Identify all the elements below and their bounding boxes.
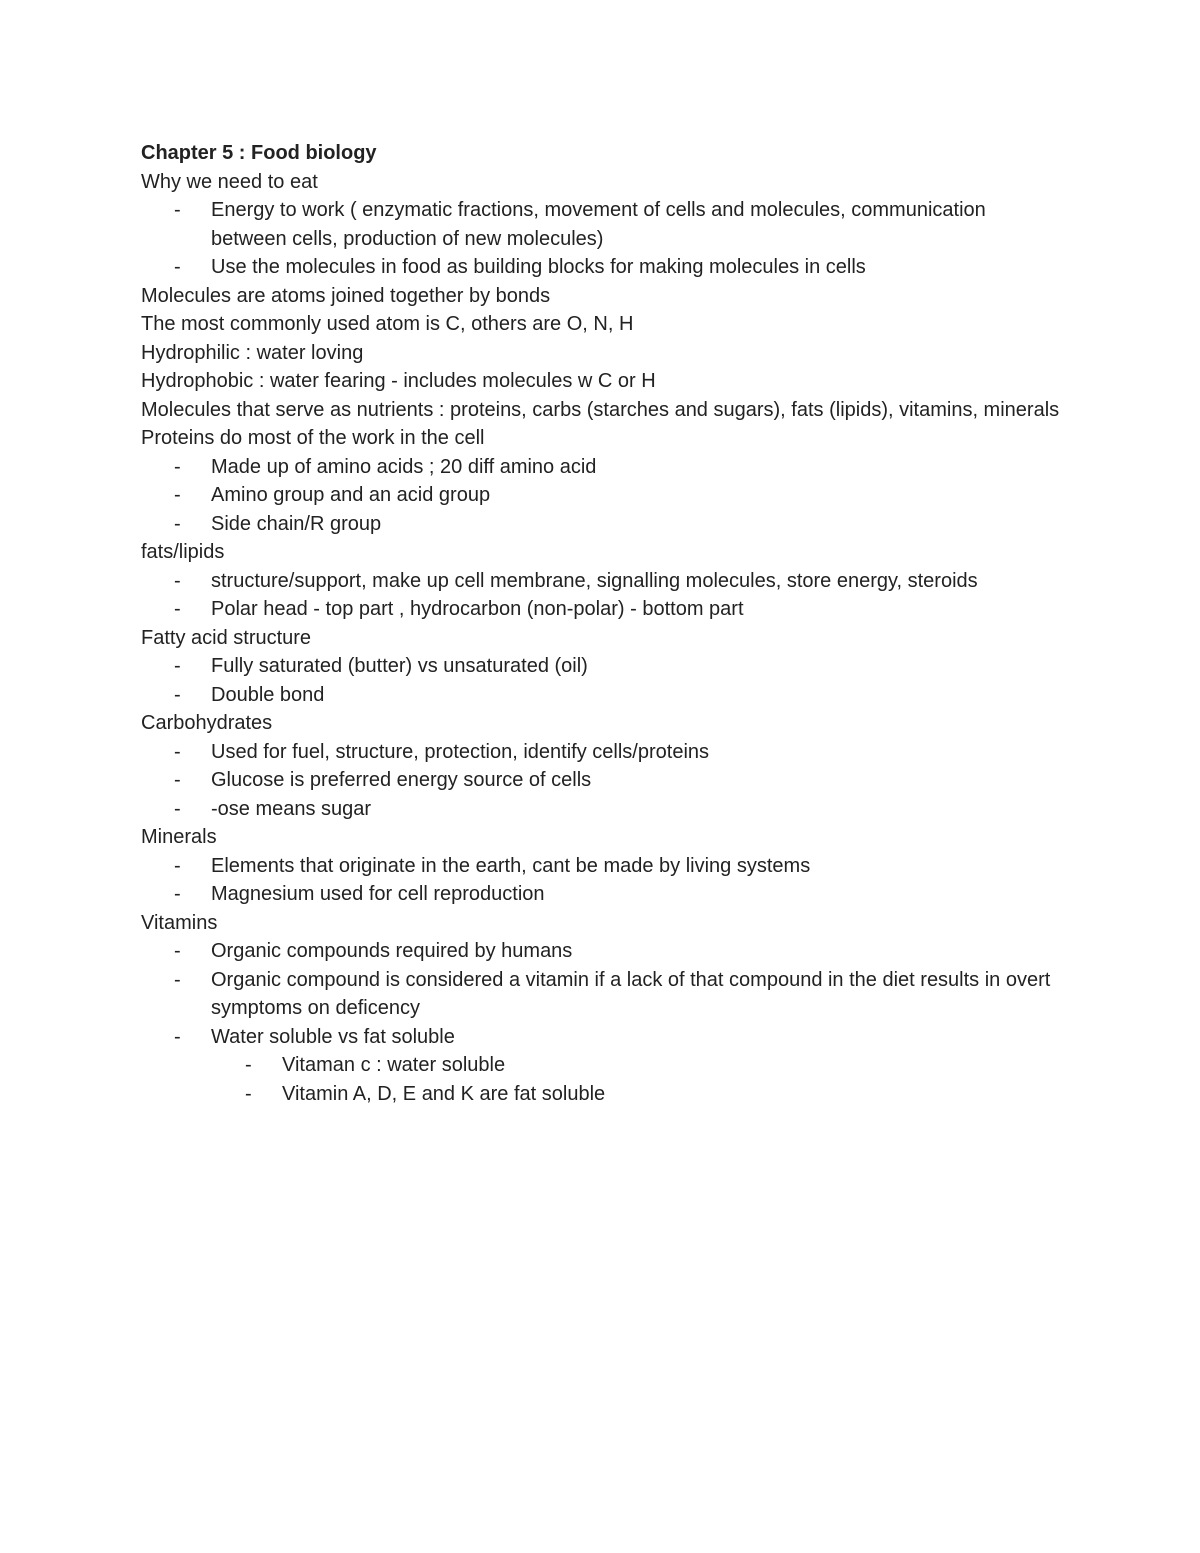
page-title: Chapter 5 : Food biology — [141, 142, 377, 164]
bullet-dash: - — [174, 455, 181, 478]
bullet-dash: - — [174, 883, 181, 905]
bullet-dash: - — [174, 199, 181, 221]
heading-fats: fats/lipids — [141, 541, 225, 563]
list-item: - Made up of amino acids ; 20 diff amino acid — [141, 453, 1061, 482]
bullet-dash: - — [174, 1025, 181, 1048]
bullet-dash: - — [245, 1082, 252, 1105]
bullet-dash: - — [174, 797, 181, 820]
bullet-dash: - — [174, 769, 181, 791]
list-item: - -ose means sugar — [141, 795, 1061, 824]
bullet-dash: - — [174, 683, 181, 706]
list-item: - Fully saturated (butter) vs unsaturated (oil) — [141, 652, 1061, 681]
bullet-dash: - — [174, 655, 181, 677]
list-item: - Use the molecules in food as building blocks for making molecules in cells — [141, 253, 1061, 282]
text-line-common-atom: The most commonly used atom is C, others are O, N, H — [141, 313, 634, 335]
list-item: - Used for fuel, structure, protection, identify cells/proteins — [141, 738, 1061, 767]
heading-fatty-acid: Fatty acid structure — [141, 626, 312, 649]
heading-proteins: Proteins do most of the work in the cell — [141, 427, 485, 449]
bullet-dash: - — [174, 740, 181, 763]
list-item: - Organic compounds required by humans — [141, 937, 1061, 966]
list-item: - Double bond — [141, 681, 1061, 710]
text-line-hydrophilic: Hydrophilic : water loving — [141, 341, 364, 364]
bullet-dash: - — [174, 512, 181, 535]
bullet-dash: - — [245, 1054, 252, 1076]
heading-vitamins: Vitamins — [141, 911, 218, 934]
list-item: - Polar head - top part , hydrocarbon (non-polar) - bottom part — [141, 595, 1061, 624]
heading-carbohydrates: Carbohydrates — [141, 712, 273, 734]
text-line-hydrophobic: Hydrophobic : water fearing - includes molecules w C or H — [141, 370, 656, 392]
list-item: - Side chain/R group — [141, 510, 1061, 539]
bullet-dash: - — [174, 256, 181, 278]
bullet-dash: - — [174, 854, 181, 877]
list-item: - Glucose is preferred energy source of cells — [141, 766, 1061, 795]
list-item: - Elements that originate in the earth, cant be made by living systems — [141, 852, 1061, 881]
text-line-nutrients: Molecules that serve as nutrients : proteins, carbs (starches and sugars), fats (lipids), vitamins, minerals — [141, 398, 1060, 421]
heading-minerals: Minerals — [141, 826, 217, 848]
heading-why-eat: Why we need to eat — [141, 170, 318, 193]
bullet-dash: - — [174, 598, 181, 620]
list-item: - Organic compound is considered a vitamin if a lack of that compound in the diet results in overt symptoms on deficency — [141, 966, 1061, 1023]
document-body — [141, 139, 1061, 1108]
bullet-dash: - — [174, 968, 181, 991]
bullet-dash: - — [174, 940, 181, 962]
list-item: - Amino group and an acid group — [141, 481, 1061, 510]
sub-list-item: - Vitamin A, D, E and K are fat soluble — [141, 1080, 1061, 1109]
bullet-dash: - — [174, 569, 181, 592]
list-item: - Water soluble vs fat soluble — [141, 1023, 1061, 1052]
list-item: - structure/support, make up cell membrane, signalling molecules, store energy, steroids — [141, 567, 1061, 596]
text-line-molecules: Molecules are atoms joined together by bonds — [141, 284, 551, 307]
sub-list-item: - Vitaman c : water soluble — [141, 1051, 1061, 1080]
list-item: - Magnesium used for cell reproduction — [141, 880, 1061, 909]
bullet-dash: - — [174, 484, 181, 506]
list-item: - Energy to work ( enzymatic fractions, movement of cells and molecules, communication between cells, production of new molecules) — [141, 196, 1061, 253]
